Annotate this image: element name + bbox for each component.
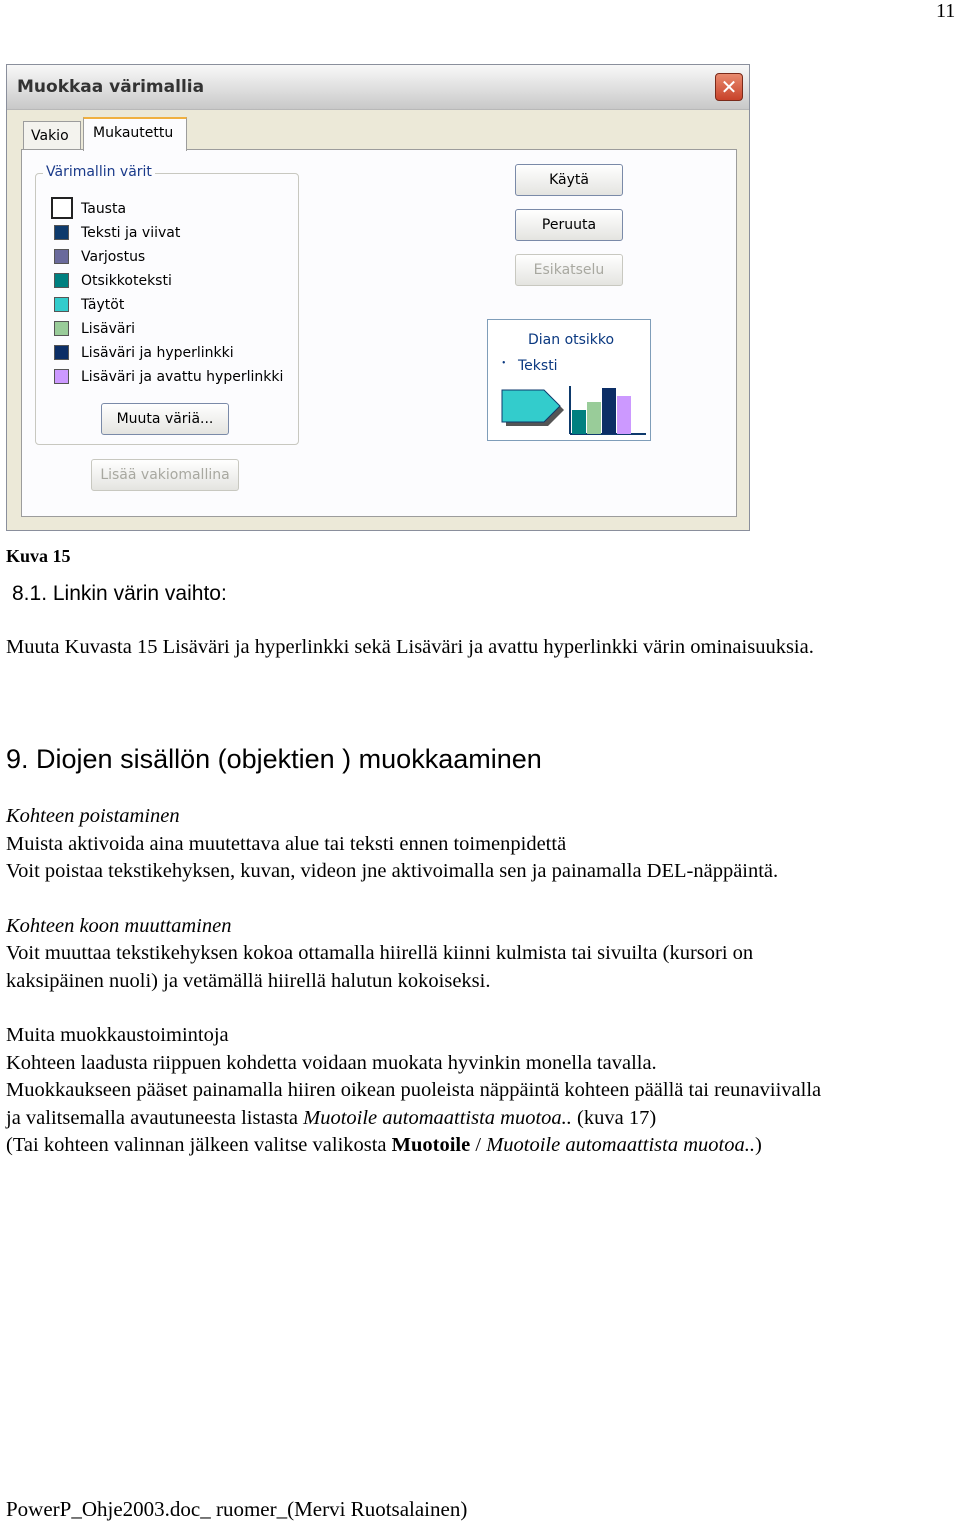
text-run: ja valitsemalla avautuneesta listasta	[6, 1107, 304, 1129]
color-swatch-accent-followed-hyperlink[interactable]	[54, 369, 69, 384]
preview-graphic	[498, 380, 648, 438]
color-label-shadows: Varjostus	[81, 249, 146, 265]
preview-bullet: •	[502, 358, 506, 369]
add-as-standard-button[interactable]: Lisää vakiomallina	[91, 459, 239, 491]
tab-vakio[interactable]: Vakio	[23, 121, 81, 149]
text-run: /	[470, 1134, 487, 1156]
cancel-button[interactable]: Peruuta	[515, 209, 623, 241]
dialog-title: Muokkaa värimallia	[17, 77, 205, 97]
subheading-other-edits: Muita muokkaustoimintoja	[6, 1024, 229, 1046]
preview-bar	[587, 402, 601, 434]
apply-button[interactable]: Käytä	[515, 164, 623, 196]
preview-bar	[617, 396, 631, 434]
preview-slide-text: Teksti	[518, 358, 558, 374]
subheading-resize: Kohteen koon muuttaminen	[6, 915, 232, 937]
color-scheme-dialog	[6, 64, 750, 531]
color-swatch-background[interactable]	[51, 197, 73, 219]
page-footer: PowerP_Ohje2003.doc_ ruomer_(Mervi Ruotsalainen)	[6, 1497, 468, 1521]
color-swatch-shadows[interactable]	[54, 249, 69, 264]
menu-path-italic: Muotoile automaattista muotoa..	[486, 1134, 755, 1156]
text-line: Kohteen laadusta riippuen kohdetta voidaan muokata hyvinkin monella tavalla.	[6, 1052, 657, 1074]
text-line: Voit muuttaa tekstikehyksen kokoa ottamalla hiirellä kiinni kulmista tai sivuilta (kursori on	[6, 942, 754, 964]
menu-name-bold: Muotoile	[391, 1134, 471, 1156]
text-line: Muokkaukseen pääset painamalla hiiren oikean puoleista näppäintä kohteen päällä tai reunaviivalla	[6, 1079, 822, 1101]
preview-button[interactable]: Esikatselu	[515, 254, 623, 286]
text-line: kaksipäinen nuoli) ja vetämällä hiirellä halutun kokoiseksi.	[6, 970, 491, 992]
color-swatch-accent-hyperlink[interactable]	[54, 345, 69, 360]
preview-bar	[572, 410, 586, 434]
color-swatch-title-text[interactable]	[54, 273, 69, 288]
color-label-accent-hyperlink: Lisäväri ja hyperlinkki	[81, 345, 234, 361]
scheme-preview	[487, 319, 651, 441]
color-swatch-fills[interactable]	[54, 297, 69, 312]
scheme-colors-group-label: Värimallin värit	[43, 164, 155, 180]
close-button[interactable]: ✕	[715, 73, 743, 101]
color-label-background: Tausta	[81, 201, 127, 217]
preview-bar	[602, 388, 616, 434]
color-swatch-text-lines[interactable]	[54, 225, 69, 240]
change-color-button[interactable]: Muuta väriä...	[101, 403, 229, 435]
color-swatch-accent[interactable]	[54, 321, 69, 336]
color-label-accent: Lisäväri	[81, 321, 136, 337]
text-run: )	[754, 1134, 762, 1156]
figure-caption: Kuva 15	[6, 546, 71, 566]
paragraph-8-1: Muuta Kuvasta 15 Lisäväri ja hyperlinkki sekä Lisäväri ja avattu hyperlinkki värin ominaisuuksia.	[6, 636, 814, 658]
color-label-fills: Täytöt	[81, 297, 125, 313]
text-line: Muista aktivoida aina muutettava alue tai teksti ennen toimenpidettä	[6, 833, 567, 855]
page-number: 11	[936, 0, 956, 22]
color-label-title-text: Otsikkoteksti	[81, 273, 172, 289]
dialog-titlebar	[7, 65, 749, 110]
section-heading-9: 9. Diojen sisällön (objektien ) muokkaaminen	[6, 744, 542, 774]
section-heading-8-1: 8.1. Linkin värin vaihto:	[12, 582, 227, 605]
text-run: (kuva 17)	[571, 1107, 657, 1129]
tab-mukautettu[interactable]: Mukautettu	[83, 117, 187, 151]
text-line: Voit poistaa tekstikehyksen, kuvan, videon jne aktivoimalla sen ja painamalla DEL-näppäintä.	[6, 860, 779, 882]
menu-path-italic: Muotoile automaattista muotoa..	[303, 1107, 572, 1129]
color-label-accent-followed-hyperlink: Lisäväri ja avattu hyperlinkki	[81, 369, 284, 385]
preview-slide-title: Dian otsikko	[528, 332, 615, 348]
color-label-text-lines: Teksti ja viivat	[81, 225, 181, 241]
text-line	[6, 1134, 762, 1157]
subheading-delete: Kohteen poistaminen	[6, 805, 180, 827]
text-run: (Tai kohteen valinnan jälkeen valitse valikosta	[6, 1134, 392, 1156]
text-line	[6, 1107, 656, 1130]
